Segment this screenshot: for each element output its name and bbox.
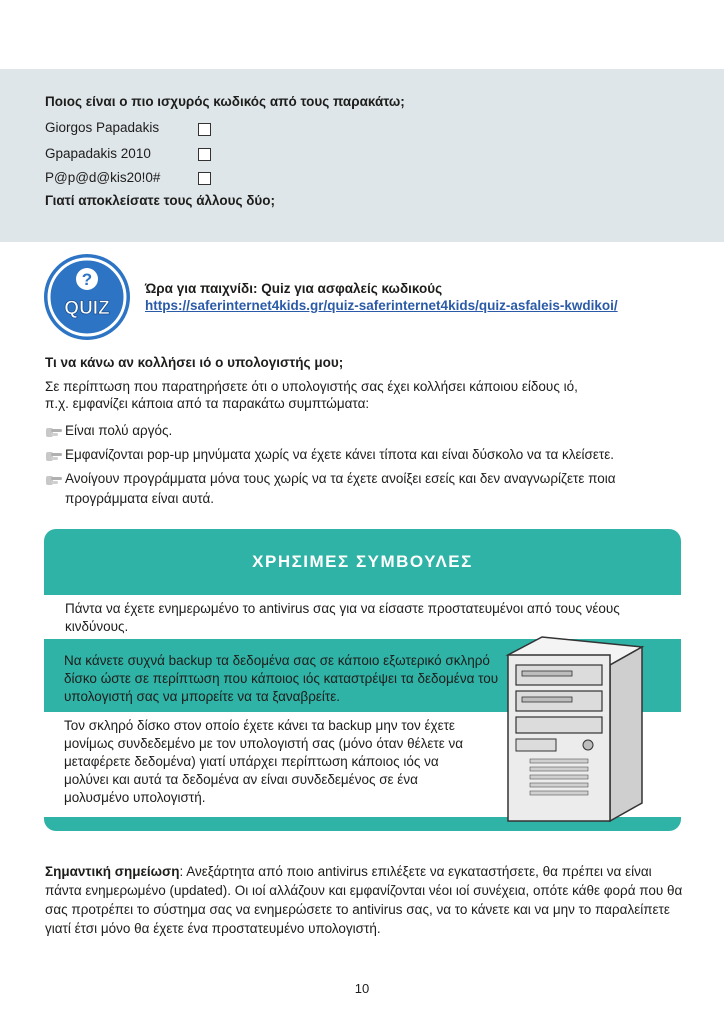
important-note	[45, 862, 685, 938]
symptom-text-2: Εμφανίζονται pop-up μηνύματα χωρίς να έχετε κάνει τίποτα και είναι δύσκολο να τα κλείσετε.	[65, 447, 614, 462]
quiz-follow-up-question: Γιατί αποκλείσατε τους άλλους δύο;	[45, 193, 276, 208]
hand-pointer-icon	[45, 424, 63, 438]
symptom-item	[45, 469, 685, 509]
option-1-label: Giorgos Papadakis	[45, 120, 160, 135]
virus-section-title: Τι να κάνω αν κολλήσει ιό ο υπολογιστής μου;	[45, 355, 344, 370]
important-note-text: : Ανεξάρτητα από ποιο antivirus επιλέξετε να εγκαταστήσετε, θα πρέπει να είναι πάντα ενημερωμένο (updated). Οι ιοί αλλάζουν και εμφανίζονται νέοι ιοί συνέχεια, οπότε κάθε φορά που θα σας προτρέπει το σύστημα σας να ενημερώσετε το antivirus σας, να το κάνετε και να μην το παραλείπετε γιατί έτσι μόνο θα έχετε ένα προστατευμένο υπολογιστή.	[45, 864, 683, 936]
tip-3-text: Τον σκληρό δίσκο στον οποίο έχετε κάνει τα backup μην τον έχετε μονίμως συνδεδεμένο με τον υπολογιστή σας (μόνο όταν θέλετε να μεταφέρετε δεδομένα) γιατί υπάρχει περίπτωση κάποιος ιός να μολύνει και αυτά τα δεδομένα αν είναι συνδεδεμένος σε ένα μολυσμένο υπολογιστή.	[64, 718, 464, 805]
symptom-text-3: Ανοίγουν προγράμματα μόνα τους χωρίς να τα έχετε ανοίξει εσείς και δεν αναγνωρίζετε ποια προγράμματα είναι αυτά.	[65, 471, 616, 506]
hand-pointer-icon	[45, 472, 63, 486]
tip-1-text: Πάντα να έχετε ενημερωμένο το antivirus σας για να είσαστε προστατευμένοι από τους νέους κινδύνους.	[65, 601, 620, 634]
page-number: 10	[354, 981, 370, 996]
symptom-item	[45, 445, 685, 464]
quiz-badge-symbol: ?	[81, 270, 93, 289]
virus-intro-line-2: π.χ. εμφανίζει κάποια από τα παρακάτω συμπτώματα:	[45, 396, 370, 411]
tips-header: ΧΡΗΣΙΜΕΣ ΣΥΜΒΟΥΛΕΣ	[252, 552, 473, 571]
virus-intro	[45, 378, 685, 412]
symptom-text-1: Είναι πολύ αργός.	[65, 423, 173, 438]
quiz-promo-title: Ώρα για παιχνίδι: Quiz για ασφαλείς κωδικούς	[145, 281, 443, 296]
quiz-badge-text: QUIZ	[64, 298, 110, 319]
tip-1-box	[44, 595, 681, 639]
important-note-label: Σημαντική σημείωση	[45, 864, 180, 879]
quiz-badge-icon[interactable]	[43, 253, 131, 341]
option-1-checkbox[interactable]	[198, 123, 211, 136]
option-2-label: Gpapadakis 2010	[45, 146, 151, 161]
tip-2-text: Να κάνετε συχνά backup τα δεδομένα σας σε κάποιο εξωτερικό σκληρό δίσκο ώστε σε περίπτωση που κάποιος ιός καταστρέψει τα δεδομένα του υπολογιστή σας να μπορείτε να τα ξαναβρείτε.	[64, 653, 499, 704]
quiz-question-title: Ποιος είναι ο πιο ισχυρός κωδικός από τους παρακάτω;	[45, 94, 405, 109]
option-2-checkbox[interactable]	[198, 148, 211, 161]
computer-tower-icon	[500, 635, 650, 825]
symptom-item	[45, 421, 685, 440]
virus-intro-line-1: Σε περίπτωση που παρατηρήσετε ότι ο υπολογιστής σας έχει κολλήσει κάποιου είδους ιό,	[45, 379, 578, 394]
hand-pointer-icon	[45, 448, 63, 462]
quiz-link[interactable]: https://saferinternet4kids.gr/quiz-saferinternet4kids/quiz-asfaleis-kwdikoi/	[145, 298, 618, 313]
option-3-checkbox[interactable]	[198, 172, 211, 185]
option-3-label: P@p@d@kis20!0#	[45, 170, 161, 185]
